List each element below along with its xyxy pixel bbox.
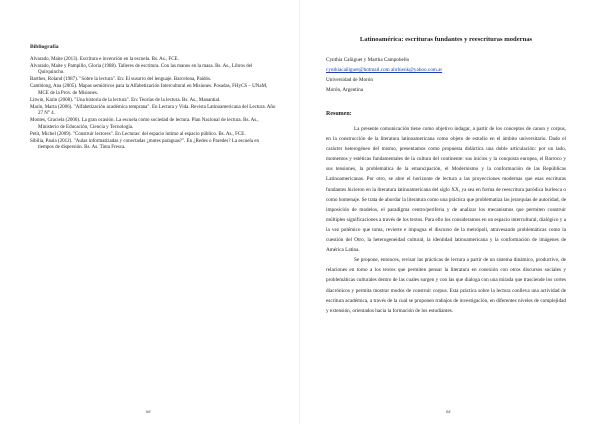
bibliography-entry: Litwin, Karin (2008). "Una historia de la lectura". En: Teorías de la lectura. Bs. As., Manantial. [30, 97, 221, 103]
author-emails [326, 65, 566, 75]
bibliography-entry: Alvarado, Maite (2013). Escritura e invención en la escuela. Bs. As., FCE. [30, 57, 179, 62]
bibliography-list [30, 57, 276, 151]
bibliography-entry: Alvarado, Maite y Pampillo, Gloria (1988). Talleres de escritura. Con las manos en la masa. Bs. As., Libros del Quirquincho. [30, 64, 253, 76]
abstract-paragraph-2: Se propone, entonces, revisar las prácticas de lectura a partir de un sistema dinámico, productivo, de relaciones en torno a los textos que permiten pensar la literatura en conexión con otros discursos sociales y problemáticas culturales dentro de las cuales surgen y con las que dialoga con una mirada que trasciende los cortes diacrónicos y permita mostrar modos de construir corpus. Esta práctica sobre la lectura conlleva una actividad de escritura académica, a través de la cual se proponen trabajos de investigación, en diferentes niveles de complejidad y extensión, orientados hacia la formación de los estudiantes. [326, 257, 566, 314]
bibliography-heading: Bibliografía [30, 44, 59, 50]
bibliography-entry: Marín, Marta (2006). "Alfabetización académica temprana". En Lectura y Vida. Revista Latinoamericana del Lectura. Año 27 N° 4. [30, 104, 276, 117]
institution: Universidad de Morón [326, 77, 373, 83]
bibliography-entry: Barthes, Roland (1987). "Sobre la lectura". En: El susurro del lenguaje. Barcelona, Paidós. [30, 77, 212, 83]
authors: Cynthia Cañiguet y Martha Campobello [326, 57, 410, 63]
abstract-paragraph-1: La presente comunicación tiene como objetivo indagar, a partir de los conceptos de canon y corpus, en la construcción de la literatura latinoamericana como objeto de estudio en el ámbito universitario. Dado el carácter heterogéneo del mismo, presentamos como propuesta didáctica una doble articulación: por un lado, momentos y estéticas fundamentales de la cultura del continente: sus inicios y la conquista europea, el Barroco y sus tensiones, la problemática de la emancipación, el Modernismo y la conformación de las Repúblicas Latinoamericanas. Por otro, se abre el horizonte de lectura a las proyecciones modernas que esas escrituras fundantes hicieron en la literatura latinoamericana del siglo XX, ya sea en forma de reescritura paródica burlesca o como homenaje. Se trata de abordar la literatura como una práctica que problematiza las jerarquías de autoridad, de imposición de modelos, el paradigma centro/periferia y de analizar los mecanismos que permiten construir múltiples significaciones a través de los textos. Para ello los consideramos en un espacio intercultural, dialógico y a la vez polémico que toma, revierte e impugna el discurso de la metrópoli, atravesando problemáticas como la cuestión del Otro, la heterogeneidad cultural, la identidad latinoamericana y la conformación de imágenes de América Latina. [326, 126, 566, 254]
bibliography-entry: Montes, Graciela (2006). La gran ocasión. La escuela como sociedad de lectura. Plan Nacional de lectura. Bs. As., Ministerio de Educación, Ciencia y Tecnología. [30, 118, 259, 130]
email-link[interactable]: cynthiacañiguet@hotmail.com ahrbienk@yahoo.com.ar [326, 67, 443, 73]
article-title: Latinoamérica: escrituras fundantes y reescrituras modernas [359, 36, 533, 43]
location: Morón, Argentina [326, 87, 364, 93]
abstract-heading: Resumen: [326, 111, 352, 117]
bibliography-entry: Camblong, Ana (2005). Mapas semióticos para la Alfabetización Intercultural en Misiones. Posadas, FHyCS – UNaM, MCE de la Prov. de Misiones. [30, 84, 268, 96]
right-page [300, 0, 600, 424]
page-number-left: ## [146, 409, 151, 414]
bibliography-entry: Petit, Michel (2009). "Construir lectores". En Lecturas: del espacio íntimo al espacio público. Bs. As., FCE. [30, 131, 246, 137]
bibliography-entry: Sibilia, Paula (2012). "Aulas informatizadas y conectadas ¿mutes paraguas?". En ¿Redes o Paredes? La escuela en tiempos de dispersión. Bs. As. Tinta Fresca. [30, 138, 259, 151]
page-number-right: ## [446, 409, 451, 414]
